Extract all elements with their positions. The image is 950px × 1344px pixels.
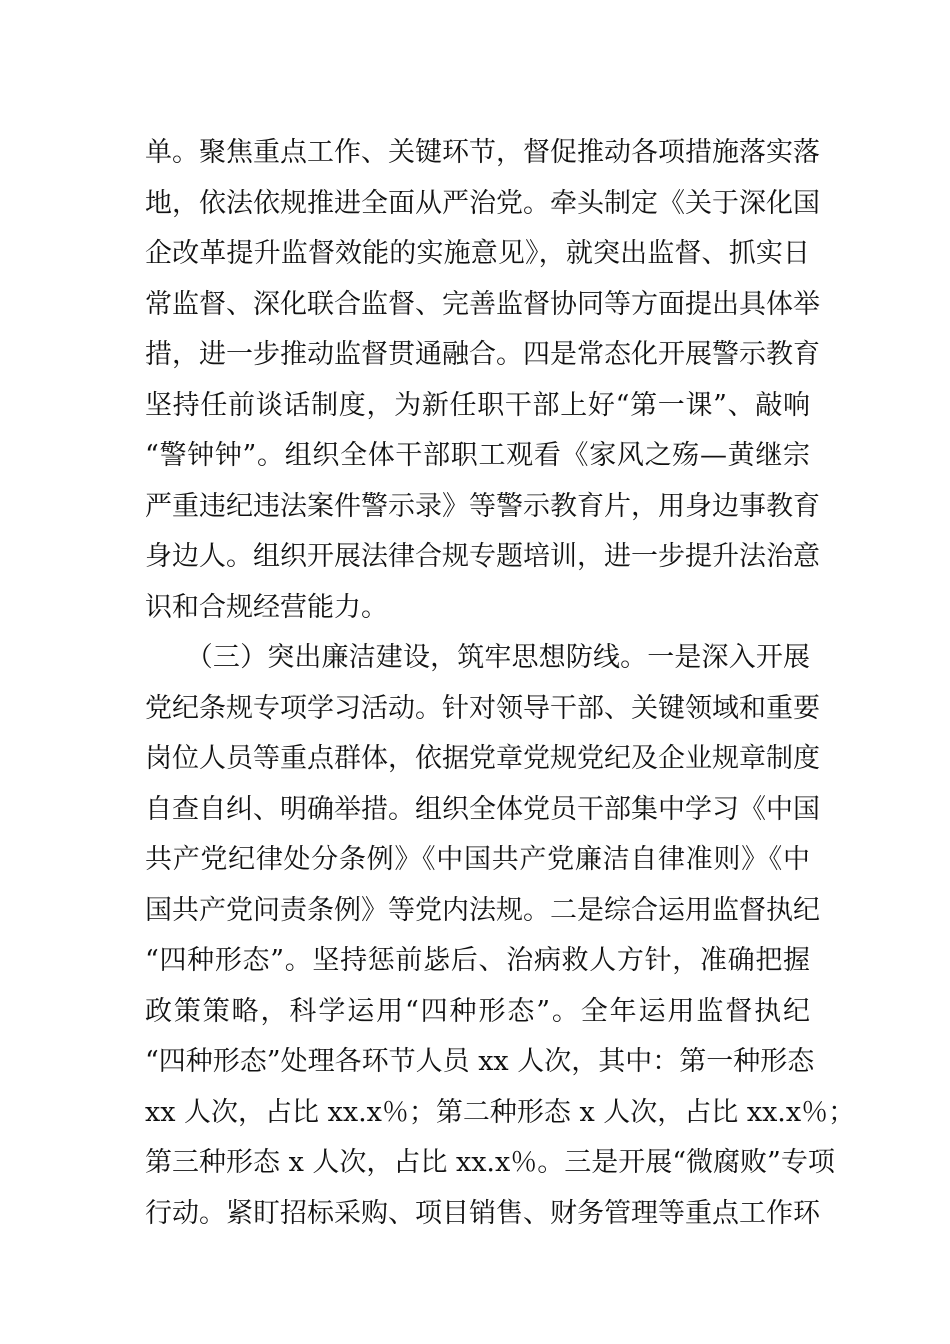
text-line: 岗位人员等重点群体，依据党章党规党纪及企业规章制度 — [145, 743, 820, 774]
text-line: 常监督、深化联合监督、完善监督协同等方面提出具体举 — [145, 288, 820, 320]
text-line: 共产党纪律处分条例》《中国共产党廉洁自律准则》《中 — [145, 844, 810, 875]
text-line: 坚持任前谈话制度，为新任职干部上好“第一课”、敲响 — [145, 389, 810, 421]
text-line: 政策策略，科学运用“四种形态”。全年运用监督执纪 — [145, 995, 810, 1027]
text-line: 企改革提升监督效能的实施意见》，就突出监督、抓实日 — [145, 238, 810, 269]
text-line: 第三种形态 x 人次，占比 xx.x％。三是开展“微腐败”专项 — [145, 1147, 835, 1178]
text-line: 严重违纪违法案件警示录》等警示教育片，用身边事教育 — [145, 490, 820, 522]
text-line: “四种形态”处理各环节人员 xx 人次，其中：第一种形态 — [145, 1046, 815, 1077]
text-line: 识和合规经营能力。 — [145, 591, 388, 623]
text-line: 单。聚焦重点工作、关键环节，督促推动各项措施落实落 — [145, 137, 820, 168]
text-line: 党纪条规专项学习活动。针对领导干部、关键领域和重要 — [145, 692, 820, 724]
text-line: xx 人次，占比 xx.x％；第二种形态 x 人次，占比 xx.x％； — [145, 1096, 856, 1128]
text-line: 行动。紧盯招标采购、项目销售、财务管理等重点工作环 — [145, 1197, 820, 1229]
text-line: 措，进一步推动监督贯通融合。四是常态化开展警示教育 — [145, 339, 820, 370]
section-heading-line: （三）突出廉洁建设，筑牢思想防线。一是深入开展 — [145, 642, 810, 673]
text-line: 国共产党问责条例》等党内法规。二是综合运用监督执纪 — [145, 894, 820, 926]
text-line: “四种形态”。坚持惩前毖后、治病救人方针，准确把握 — [145, 945, 810, 976]
text-line: “警钟钟”。组织全体干部职工观看《家风之殇—黄继宗 — [145, 440, 810, 471]
text-line: 身边人。组织开展法律合规专题培训，进一步提升法治意 — [145, 541, 820, 572]
body-text — [145, 128, 856, 1239]
text-line: 地，依法依规推进全面从严治党。牵头制定《关于深化国 — [145, 187, 820, 219]
text-line: 自查自纠、明确举措。组织全体党员干部集中学习《中国 — [145, 793, 820, 825]
